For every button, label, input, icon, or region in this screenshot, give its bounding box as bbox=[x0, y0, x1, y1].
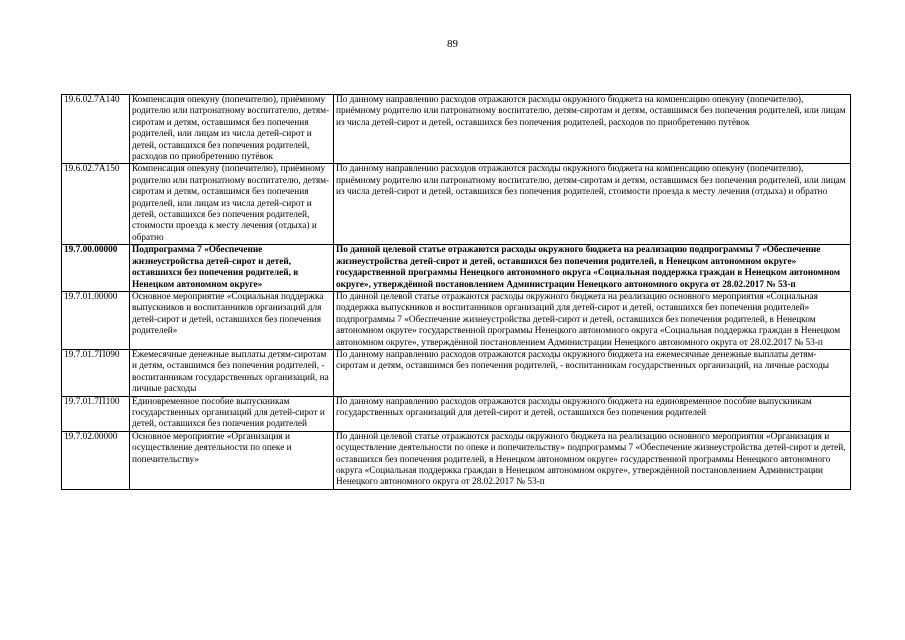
budget-classification-table bbox=[61, 94, 851, 490]
table-row bbox=[62, 164, 851, 245]
row-description: По данной целевой статье отражаются расходы окружного бюджета на реализацию основного мероприятия «Организация и осуществление деятельности по опеке и попечительству» подпрограммы 7 «Обеспечение жизнеустройства детей-сирот и детей, оставшихся без попечения родителей, в Ненецком автономном округе» государственной программы Ненецкого автономного округа «Социальная поддержка граждан в Ненецком автономном округе», утверждённой постановлением Администрации Ненецкого автономного округа от 28.02.2017 № 53-п bbox=[334, 431, 851, 489]
row-description: По данному направлению расходов отражаются расходы окружного бюджета на компенсацию опекуну (попечителю), приёмному родителю или патронатному воспитателю, детям-сиротам и детям, оставшимся без попечения родителей, или лицам из числа детей-сирот и детей, оставшихся без попечения родителей, расходов по приобретению путёвок bbox=[334, 95, 851, 164]
row-description: По данному направлению расходов отражаются расходы окружного бюджета на компенсацию опекуну (попечителю), приёмному родителю или патронатному воспитателю, детям-сиротам и детям, оставшимся без попечения родителей, или лицам из числа детей-сирот и детей, оставшихся без попечения родителей, стоимости проезда к месту лечения (отдыха) и обратно bbox=[334, 164, 851, 245]
row-code: 19.7.01.00000 bbox=[62, 291, 130, 349]
row-name: Компенсация опекуну (попечителю), приёмному родителю или патронатному воспитателю, детям-сиротам и детям, оставшимся без попечения родителей, или лицам из числа детей-сирот и детей, оставшихся без попечения родителей, стоимости проезда к месту лечения (отдыха) и обратно bbox=[130, 164, 334, 245]
row-code: 19.7.01.7П090 bbox=[62, 349, 130, 396]
page-number: 89 bbox=[447, 38, 458, 50]
row-description: По данной целевой статье отражаются расходы окружного бюджета на реализацию подпрограммы 7 «Обеспечение жизнеустройства детей-сирот и детей, оставшихся без попечения родителей, в Ненецком автономном округе» государственной программы Ненецкого автономного округа «Социальная поддержка граждан в Ненецком автономном округе», утверждённой постановлением Администрации Ненецкого автономного округа от 28.02.2017 № 53-п bbox=[334, 245, 851, 292]
row-name: Основное мероприятие «Организация и осуществление деятельности по опеке и попечительству» bbox=[130, 431, 334, 489]
row-code: 19.6.02.7А140 bbox=[62, 95, 130, 164]
row-code: 19.7.02.00000 bbox=[62, 431, 130, 489]
table-row bbox=[62, 349, 851, 396]
table-row bbox=[62, 396, 851, 431]
row-description: По данному направлению расходов отражаются расходы окружного бюджета на ежемесячные денежные выплаты детям-сиротам и детям, оставшимся без попечения родителей, - воспитанникам государственных организаций, на личные расходы bbox=[334, 349, 851, 396]
table-row bbox=[62, 95, 851, 164]
row-code: 19.7.01.7П100 bbox=[62, 396, 130, 431]
row-name: Основное мероприятие «Социальная поддержка выпускников и воспитанников организаций для детей-сирот и детей, оставшихся без попечения родителей» bbox=[130, 291, 334, 349]
row-name: Подпрограмма 7 «Обеспечение жизнеустройства детей-сирот и детей, оставшихся без попечения родителей, в Ненецком автономном округе» bbox=[130, 245, 334, 292]
row-name: Единовременное пособие выпускникам государственных организаций для детей-сирот и детей, оставшихся без попечения родителей bbox=[130, 396, 334, 431]
row-description: По данной целевой статье отражаются расходы окружного бюджета на реализацию основного мероприятия «Социальная поддержка выпускников и воспитанников организаций для детей-сирот и детей, оставшихся без попечения родителей» подпрограммы 7 «Обеспечение жизнеустройства детей-сирот и детей, оставшихся без попечения родителей, в Ненецком автономном округе» государственной программы Ненецкого автономного округа «Социальная поддержка граждан в Ненецком автономном округе», утверждённой постановлением Администрации Ненецкого автономного округа от 28.02.2017 № 53-п bbox=[334, 291, 851, 349]
table-row bbox=[62, 245, 851, 292]
row-code: 19.6.02.7А150 bbox=[62, 164, 130, 245]
table-row bbox=[62, 291, 851, 349]
row-description: По данному направлению расходов отражаются расходы окружного бюджета на единовременное пособие выпускникам государственных организаций для детей-сирот и детей, оставшихся без попечения родителей bbox=[334, 396, 851, 431]
table-row bbox=[62, 431, 851, 489]
row-code: 19.7.00.00000 bbox=[62, 245, 130, 292]
row-name: Компенсация опекуну (попечителю), приёмному родителю или патронатному воспитателю, детям-сиротам и детям, оставшимся без попечения родителей, или лицам из числа детей-сирот и детей, оставшихся без попечения родителей, расходов по приобретению путёвок bbox=[130, 95, 334, 164]
row-name: Ежемесячные денежные выплаты детям-сиротам и детям, оставшимся без попечения родителей, - воспитанникам государственных организаций, на личные расходы bbox=[130, 349, 334, 396]
